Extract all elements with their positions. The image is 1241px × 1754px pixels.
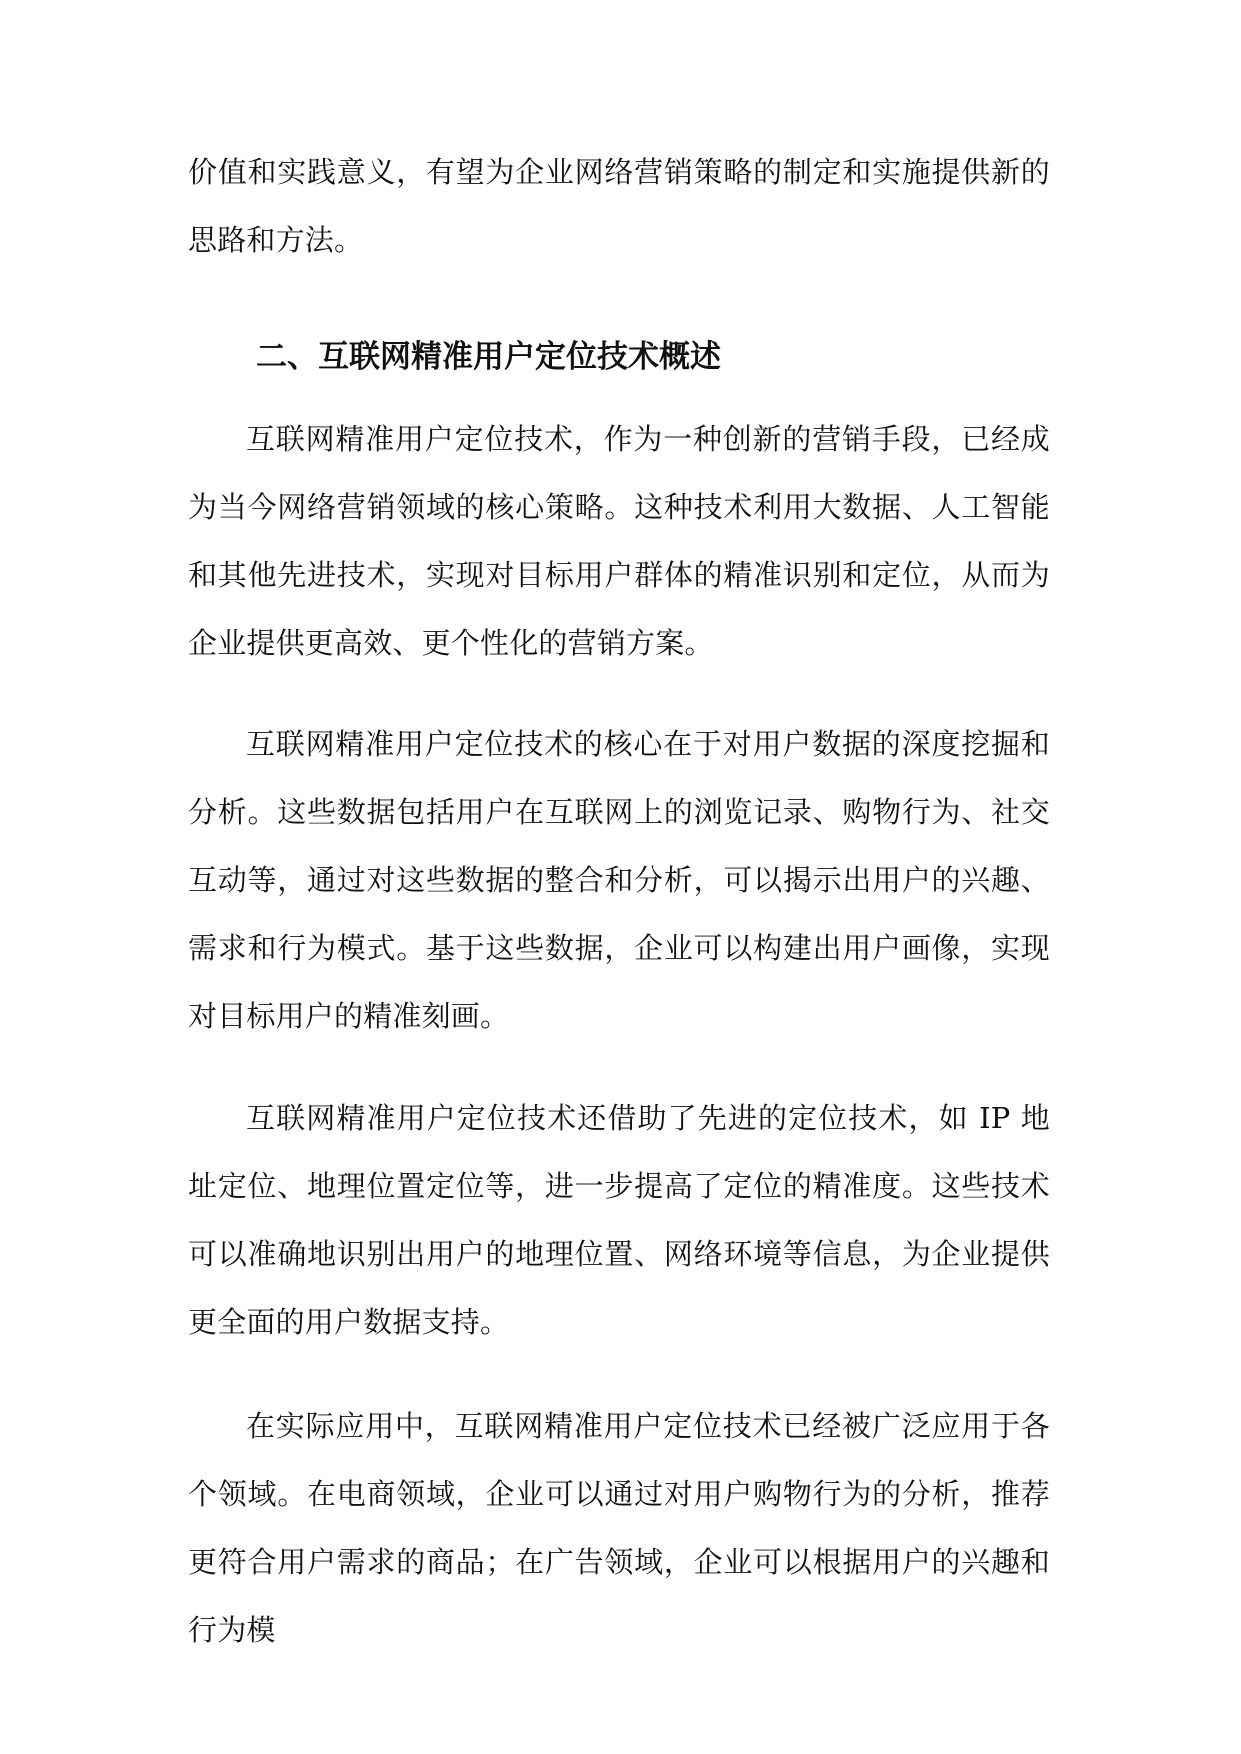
opening-paragraph-continuation: 价值和实践意义，有望为企业网络营销策略的制定和实施提供新的思路和方法。 bbox=[188, 155, 1050, 257]
paragraph-overview: 互联网精准用户定位技术，作为一种创新的营销手段，已经成为当今网络营销领域的核心策略。这种技术利用大数据、人工智能和其他先进技术，实现对目标用户群体的精准识别和定位，从而为企业提供更高效、更个性化的营销方案。 bbox=[188, 422, 1050, 660]
paragraph-applications: 在实际应用中，互联网精准用户定位技术已经被广泛应用于各个领域。在电商领域，企业可以通过对用户购物行为的分析，推荐更符合用户需求的商品；在广告领域，企业可以根据用户的兴趣和行为模 bbox=[188, 1409, 1050, 1647]
section-heading: 二、互联网精准用户定位技术概述 bbox=[256, 339, 721, 375]
paragraph-data-analysis: 互联网精准用户定位技术的核心在于对用户数据的深度挖掘和分析。这些数据包括用户在互联网上的浏览记录、购物行为、社交互动等，通过对这些数据的整合和分析，可以揭示出用户的兴趣、需求和行为模式。基于这些数据，企业可以构建出用户画像，实现对目标用户的精准刻画。 bbox=[188, 727, 1050, 1033]
paragraph-location-technology: 互联网精准用户定位技术还借助了先进的定位技术，如 IP 地址定位、地理位置定位等，进一步提高了定位的精准度。这些技术可以准确地识别出用户的地理位置、网络环境等信息，为企业提供更全面的用户数据支持。 bbox=[188, 1101, 1050, 1339]
